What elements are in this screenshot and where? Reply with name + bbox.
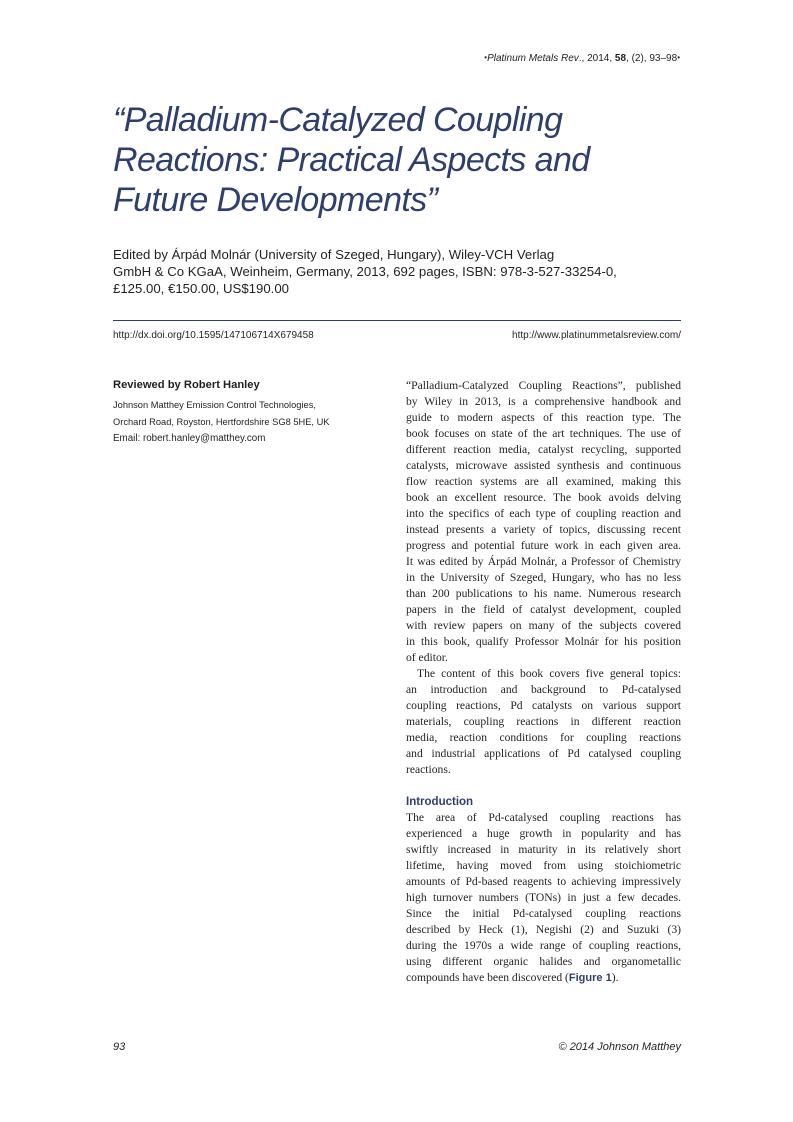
text-line: papers in the field of catalyst development, coupled (406, 603, 681, 616)
paragraph-intro-book (406, 378, 681, 666)
doi-link[interactable]: http://dx.doi.org/10.1595/147106714X679458 (113, 330, 314, 341)
text-line: reactions. (406, 763, 451, 776)
section-gap (406, 778, 681, 794)
text-line: flow reaction systems are all examined, making this (406, 475, 681, 488)
text-line: and industrial applications of Pd catalysed coupling (406, 747, 681, 760)
text-line: of editor. (406, 651, 448, 664)
text-line: coupling reactions, Pd catalysts on various support (406, 699, 681, 712)
paragraph-topics (406, 666, 681, 778)
text-line: book an excellent resource. The book avoids delving (406, 491, 681, 504)
text-line: swiftly increased in maturity in its relatively short (406, 843, 681, 856)
journal-year: ., 2014, (578, 53, 615, 64)
book-details-line: £125.00, €150.00, US$190.00 (113, 281, 289, 296)
text-line: than 200 publications to his name. Numerous research (406, 587, 681, 600)
title-line: Future Developments” (113, 181, 438, 219)
book-details-line: GmbH & Co KGaA, Weinheim, Germany, 2013, 692 pages, ISBN: 978-3-527-33254-0, (113, 264, 617, 279)
reviewer-name: Reviewed by Robert Hanley (113, 379, 260, 391)
text-line: experienced a huge growth in popularity and has (406, 827, 681, 840)
reviewer-block (113, 379, 373, 446)
text-line: in the University of Szeged, Hungary, who has no less (406, 571, 681, 584)
text-line: The area of Pd-catalysed coupling reactions has (406, 811, 681, 824)
text-line: It was edited by Árpád Molnár, a Professor of Chemistry (406, 555, 681, 568)
journal-issue-pages: , (2), 93–98 (626, 53, 678, 64)
body-text-column (406, 378, 681, 986)
text-line: in this book, qualify Professor Molnár for his position (406, 635, 681, 648)
header-divider (113, 320, 681, 321)
text-line: media, reaction conditions for coupling reactions (406, 731, 681, 744)
copyright: © 2014 Johnson Matthey (558, 1041, 681, 1053)
text-line: instead presents a variety of topics, discussing recent (406, 523, 681, 536)
text-line: “Palladium-Catalyzed Coupling Reactions”, published (406, 379, 681, 392)
figure-1-link[interactable]: Figure 1 (568, 972, 612, 984)
paragraph-last-line (406, 970, 681, 986)
text-line: an introduction and background to Pd-catalysed (406, 683, 681, 696)
text-fragment: compounds have been discovered ( (406, 971, 569, 984)
text-line: guide to modern aspects of this reaction type. The (406, 411, 681, 424)
text-line: using different organic halides and organometallic (406, 955, 681, 968)
title-line: Reactions: Practical Aspects and (113, 141, 590, 179)
title-line: “Palladium-Catalyzed Coupling (113, 101, 563, 139)
journal-volume: 58 (614, 53, 627, 64)
text-line: progress and potential future work in each given area. (406, 539, 681, 552)
page-number: 93 (113, 1041, 126, 1053)
journal-header (484, 53, 680, 64)
journal-name: Platinum Metals Rev (487, 53, 579, 64)
website-link[interactable]: http://www.platinummetalsreview.com/ (512, 330, 681, 341)
text-line: different reaction media, catalyst recycling, supported (406, 443, 681, 456)
section-heading-introduction: Introduction (406, 796, 474, 808)
bullet-left: • (484, 53, 488, 62)
text-line: described by Heck (1), Negishi (2) and Suzuki (3) (406, 923, 681, 936)
text-line: amounts of Pd-based reagents to achieving impressively (406, 875, 681, 888)
book-details-line: Edited by Árpád Molnár (University of Szeged, Hungary), Wiley-VCH Verlag (113, 247, 555, 262)
review-title (113, 100, 673, 220)
text-line: Since the initial Pd-catalysed coupling reactions (406, 907, 681, 920)
paragraph-introduction (406, 810, 681, 970)
text-line: with review papers on many of the subjects covered (406, 619, 681, 632)
reviewer-affiliation (113, 397, 373, 430)
text-line: book focuses on state of the art techniques. The use of (406, 427, 681, 440)
bullet-right: • (677, 53, 680, 62)
text-fragment: ). (611, 971, 619, 984)
affiliation-line: Orchard Road, Royston, Hertfordshire SG8 5HE, UK (113, 416, 330, 427)
text-line: catalysts, microwave assisted synthesis and continuous (406, 459, 681, 472)
text-line: by Wiley in 2013, is a comprehensive handbook and (406, 395, 681, 408)
text-line: materials, coupling reactions in different reaction (406, 715, 681, 728)
text-line: The content of this book covers five general topics: (417, 667, 681, 680)
text-line: lifetime, having moved from using stoichiometric (406, 859, 681, 872)
text-line: high turnover numbers (TONs) in just a few decades. (406, 891, 681, 904)
text-line: during the 1970s a wide range of coupling reactions, (406, 939, 681, 952)
affiliation-line: Johnson Matthey Emission Control Technologies, (113, 400, 316, 410)
text-line: into the specifics of each type of coupling reaction and (406, 507, 681, 520)
reviewer-email[interactable]: Email: robert.hanley@matthey.com (113, 433, 266, 444)
book-details (113, 246, 683, 297)
